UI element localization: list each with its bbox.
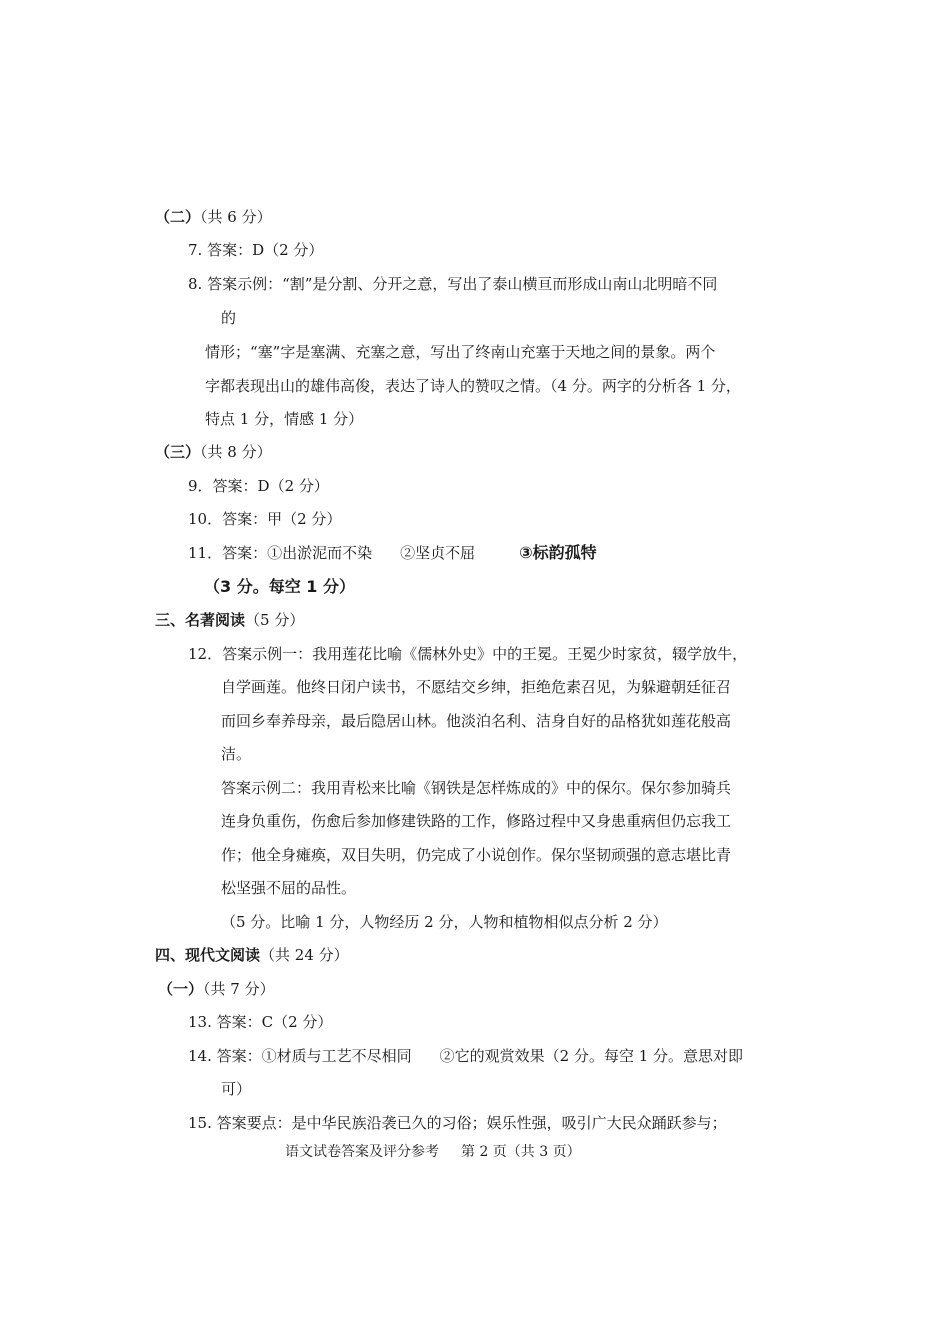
section-4-1-heading: （一）（共 7 分） — [158, 980, 275, 998]
q9-answer: 9．答案：D（2 分） — [188, 477, 329, 495]
page-footer: 语文试卷答案及评分参考 第 2 页（共 3 页） — [285, 1144, 581, 1160]
q11-answer: 11．答案：①出淤泥而不染 ②坚贞不屈 ③标韵孤特 — [188, 543, 597, 562]
q8-line-4: 字都表现出山的雄伟高俊，表达了诗人的赞叹之情。（4 分。两字的分析各 1 分， — [205, 377, 741, 395]
q8-line-3: 情形；“塞”字是塞满、充塞之意，写出了终南山充塞于天地之间的景象。两个 — [205, 343, 716, 361]
q12-line-4: 洁。 — [221, 745, 252, 763]
q8-line-2: 的 — [221, 309, 237, 327]
q13-answer: 13. 答案：C（2 分） — [188, 1013, 333, 1031]
section-2-heading: （二）（共 6 分） — [155, 208, 272, 226]
q12-line-7: 作；他全身瘫痪，双目失明，仍完成了小说创作。保尔坚韧顽强的意志堪比青 — [221, 846, 732, 864]
part-3-heading: 三、名著阅读（5 分） — [155, 611, 305, 629]
section-3-heading: （三）（共 8 分） — [155, 443, 272, 461]
q12-line-8: 松坚强不屈的品性。 — [221, 879, 357, 897]
q10-answer: 10．答案：甲（2 分） — [188, 510, 342, 528]
q7-answer: 7. 答案：D（2 分） — [188, 241, 324, 259]
q12-line-1: 12．答案示例一：我用莲花比喻《儒林外史》中的王冕。王冕少时家贫，辍学放牛， — [188, 645, 748, 663]
q11-score: （3 分。每空 1 分） — [204, 577, 355, 596]
q12-line-5: 答案示例二：我用青松来比喻《钢铁是怎样炼成的》中的保尔。保尔参加骑兵 — [221, 779, 732, 797]
part-4-heading: 四、现代文阅读（共 24 分） — [155, 946, 349, 964]
q12-score: （5 分。比喻 1 分，人物经历 2 分，人物和植物相似点分析 2 分） — [221, 913, 668, 931]
q12-line-2: 自学画莲。他终日闭户读书，不愿结交乡绅，拒绝危素召见，为躲避朝廷征召 — [221, 678, 732, 696]
q8-line-5: 特点 1 分，情感 1 分） — [205, 410, 364, 428]
q14-line-1: 14. 答案：①材质与工艺不尽相同 ②它的观赏效果（2 分。每空 1 分。意思对即 — [188, 1047, 744, 1065]
q8-line-1: 8. 答案示例：“割”是分割、分开之意，写出了泰山横亘而形成山南山北明暗不同 — [188, 275, 718, 293]
q15-line-1: 15. 答案要点：是中华民族沿袭已久的习俗；娱乐性强，吸引广大民众踊跃参与； — [188, 1114, 727, 1132]
q14-line-2: 可） — [221, 1080, 252, 1098]
q12-line-6: 连身负重伤，伤愈后参加修建铁路的工作，修路过程中又身患重病但仍忘我工 — [221, 812, 732, 830]
q12-line-3: 而回乡奉养母亲，最后隐居山林。他淡泊名利、洁身自好的品格犹如莲花般高 — [221, 712, 732, 730]
